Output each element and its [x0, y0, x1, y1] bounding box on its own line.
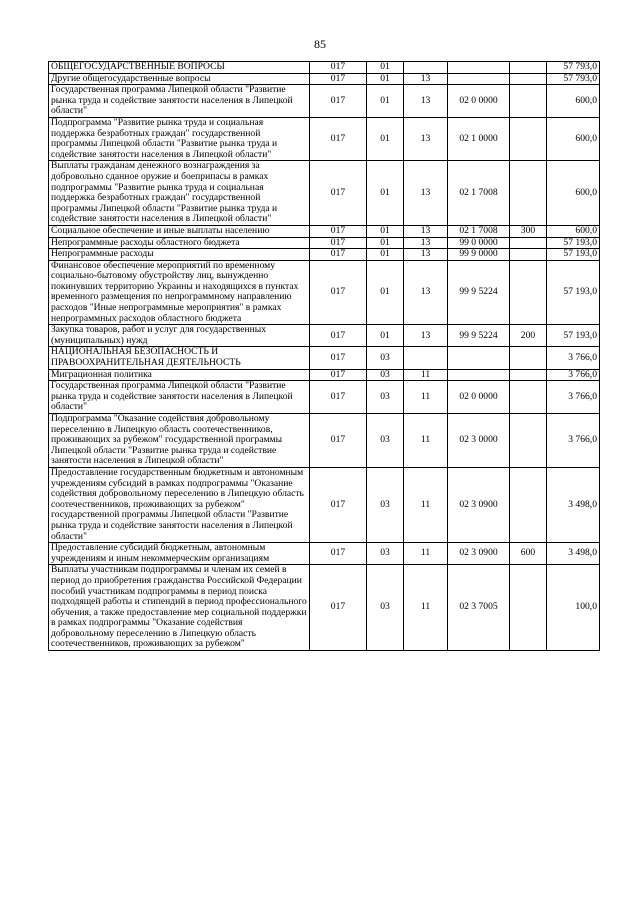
row-subsection-code [404, 62, 448, 74]
row-ved-code: 017 [310, 73, 367, 85]
row-name: Другие общегосударственные вопросы [49, 73, 310, 85]
table-row [49, 161, 600, 226]
row-expense-type-code [510, 565, 547, 651]
row-ved-code: 017 [310, 260, 367, 325]
row-name: Миграционная политика [49, 369, 310, 381]
row-ved-code: 017 [310, 85, 367, 118]
row-amount: 600,0 [547, 225, 600, 237]
row-expense-type-code: 600 [510, 543, 547, 565]
row-amount: 100,0 [547, 565, 600, 651]
table-row [49, 543, 600, 565]
row-section-code: 01 [367, 85, 404, 118]
row-ved-code: 017 [310, 62, 367, 74]
table-row [49, 369, 600, 381]
row-subsection-code: 11 [404, 414, 448, 468]
row-subsection-code: 11 [404, 543, 448, 565]
row-amount: 57 793,0 [547, 73, 600, 85]
row-name: Государственная программа Липецкой области "Развитие рынка труда и содействие занятости населения в Липецкой области" [49, 381, 310, 414]
row-expense-type-code: 200 [510, 325, 547, 347]
row-name: Выплаты участникам подпрограммы и членам их семей в период до приобретения гражданства Российской Федерации пособий участникам подпрограммы в период поиска подходящей работы и стипендий в период профессионального обучения, а также предоставление мер социальной поддержки в рамках подпрограммы "Оказание содействия добровольному переселению в Липецкую область соотечественников, проживающих за рубежом" [49, 565, 310, 651]
row-name: ОБЩЕГОСУДАРСТВЕННЫЕ ВОПРОСЫ [49, 62, 310, 74]
row-subsection-code [404, 347, 448, 369]
row-target-article-code: 02 3 0000 [448, 414, 510, 468]
row-expense-type-code [510, 85, 547, 118]
table-row [49, 565, 600, 651]
row-amount: 57 193,0 [547, 325, 600, 347]
table-row [49, 467, 600, 542]
row-subsection-code: 13 [404, 249, 448, 261]
row-target-article-code [448, 73, 510, 85]
row-expense-type-code [510, 117, 547, 160]
row-subsection-code: 13 [404, 325, 448, 347]
row-section-code: 03 [367, 467, 404, 542]
row-subsection-code: 13 [404, 237, 448, 249]
row-name: Подпрограмма "Оказание содействия добровольному переселению в Липецкую область соотечественников, проживающих за рубежом" государственной программы Липецкой области "Развитие рынка труда и содействие занятости населения в Липецкой области" [49, 414, 310, 468]
row-amount: 3 766,0 [547, 414, 600, 468]
row-amount: 3 498,0 [547, 543, 600, 565]
row-name: Социальное обеспечение и иные выплаты населению [49, 225, 310, 237]
row-subsection-code: 13 [404, 117, 448, 160]
row-expense-type-code [510, 347, 547, 369]
row-ved-code: 017 [310, 467, 367, 542]
row-section-code: 01 [367, 260, 404, 325]
row-section-code: 03 [367, 565, 404, 651]
row-subsection-code: 13 [404, 161, 448, 226]
row-target-article-code: 02 3 7005 [448, 565, 510, 651]
row-target-article-code [448, 62, 510, 74]
row-amount: 57 193,0 [547, 249, 600, 261]
row-name: НАЦИОНАЛЬНАЯ БЕЗОПАСНОСТЬ И ПРАВООХРАНИТЕЛЬНАЯ ДЕЯТЕЛЬНОСТЬ [49, 347, 310, 369]
row-target-article-code: 02 0 0000 [448, 85, 510, 118]
row-expense-type-code [510, 161, 547, 226]
row-amount: 57 193,0 [547, 237, 600, 249]
row-section-code: 01 [367, 62, 404, 74]
row-target-article-code: 99 9 5224 [448, 325, 510, 347]
row-expense-type-code [510, 62, 547, 74]
row-ved-code: 017 [310, 414, 367, 468]
row-target-article-code: 99 0 0000 [448, 237, 510, 249]
row-ved-code: 017 [310, 225, 367, 237]
table-row [49, 249, 600, 261]
row-section-code: 01 [367, 249, 404, 261]
row-name: Предоставление государственным бюджетным и автономным учреждениям субсидий в рамках подпрограммы "Оказание содействия добровольному переселению в Липецкую область соотечественников, проживающих за рубежом" государственной программы Липецкой области "Развитие рынка труда и содействие занятости населения в Липецкой области" [49, 467, 310, 542]
row-expense-type-code [510, 237, 547, 249]
table-row [49, 237, 600, 249]
page-number: 85 [314, 37, 326, 51]
row-expense-type-code [510, 369, 547, 381]
row-section-code: 01 [367, 237, 404, 249]
row-subsection-code: 11 [404, 381, 448, 414]
row-section-code: 01 [367, 161, 404, 226]
row-name: Непрограммные расходы областного бюджета [49, 237, 310, 249]
row-amount: 57 793,0 [547, 62, 600, 74]
row-section-code: 03 [367, 543, 404, 565]
row-amount: 57 193,0 [547, 260, 600, 325]
table-row [49, 381, 600, 414]
table-row [49, 117, 600, 160]
row-subsection-code: 13 [404, 225, 448, 237]
row-ved-code: 017 [310, 325, 367, 347]
row-amount: 3 498,0 [547, 467, 600, 542]
row-ved-code: 017 [310, 543, 367, 565]
row-subsection-code: 11 [404, 369, 448, 381]
row-target-article-code: 99 9 0000 [448, 249, 510, 261]
row-subsection-code: 11 [404, 467, 448, 542]
row-expense-type-code: 300 [510, 225, 547, 237]
row-target-article-code: 02 3 0900 [448, 543, 510, 565]
row-section-code: 01 [367, 117, 404, 160]
row-section-code: 03 [367, 381, 404, 414]
row-amount: 3 766,0 [547, 381, 600, 414]
row-ved-code: 017 [310, 369, 367, 381]
row-section-code: 03 [367, 369, 404, 381]
row-ved-code: 017 [310, 237, 367, 249]
row-ved-code: 017 [310, 117, 367, 160]
table-row [49, 325, 600, 347]
row-section-code: 01 [367, 225, 404, 237]
row-ved-code: 017 [310, 381, 367, 414]
row-section-code: 01 [367, 325, 404, 347]
row-ved-code: 017 [310, 249, 367, 261]
row-expense-type-code [510, 249, 547, 261]
row-section-code: 03 [367, 414, 404, 468]
row-target-article-code: 02 3 0900 [448, 467, 510, 542]
table-row [49, 347, 600, 369]
row-name: Государственная программа Липецкой области "Развитие рынка труда и содействие занятости населения в Липецкой области" [49, 85, 310, 118]
row-name: Непрограммные расходы [49, 249, 310, 261]
row-ved-code: 017 [310, 347, 367, 369]
table-row [49, 260, 600, 325]
row-name: Закупка товаров, работ и услуг для государственных (муниципальных) нужд [49, 325, 310, 347]
row-section-code: 03 [367, 347, 404, 369]
table-row [49, 225, 600, 237]
row-subsection-code: 13 [404, 260, 448, 325]
row-amount: 3 766,0 [547, 369, 600, 381]
row-amount: 600,0 [547, 161, 600, 226]
budget-table [48, 61, 600, 651]
row-ved-code: 017 [310, 161, 367, 226]
table-row [49, 414, 600, 468]
row-subsection-code: 13 [404, 73, 448, 85]
row-amount: 3 766,0 [547, 347, 600, 369]
row-name: Выплаты гражданам денежного вознаграждения за добровольно сданное оружие и боеприпасы в рамках подпрограммы "Развитие рынка труда и социальная поддержка безработных граждан" государственной программы Липецкой области "Развитие рынка труда и содействие занятости населения в Липецкой области" [49, 161, 310, 226]
row-expense-type-code [510, 467, 547, 542]
row-name: Предоставление субсидий бюджетным, автономным учреждениям и иным некоммерческим организациям [49, 543, 310, 565]
row-expense-type-code [510, 381, 547, 414]
row-target-article-code: 02 1 7008 [448, 161, 510, 226]
row-target-article-code: 02 1 7008 [448, 225, 510, 237]
row-name: Финансовое обеспечение мероприятий по временному социально-бытовому обустройству лиц, вынужденно покинувших территорию Украины и находящихся в пунктах временного размещения по непрограммному направлению расходов "Иные непрограммные мероприятия" в рамках непрограммных расходов областного бюджета [49, 260, 310, 325]
row-amount: 600,0 [547, 117, 600, 160]
row-target-article-code: 02 1 0000 [448, 117, 510, 160]
row-target-article-code: 02 0 0000 [448, 381, 510, 414]
row-name: Подпрограмма "Развитие рынка труда и социальная поддержка безработных граждан" государственной программы Липецкой области "Развитие рынка труда и содействие занятости населения в Липецкой области" [49, 117, 310, 160]
row-expense-type-code [510, 414, 547, 468]
row-expense-type-code [510, 260, 547, 325]
table-row [49, 62, 600, 74]
row-subsection-code: 13 [404, 85, 448, 118]
row-amount: 600,0 [547, 85, 600, 118]
table-row [49, 73, 600, 85]
row-target-article-code [448, 369, 510, 381]
row-subsection-code: 11 [404, 565, 448, 651]
row-target-article-code: 99 9 5224 [448, 260, 510, 325]
row-section-code: 01 [367, 73, 404, 85]
row-expense-type-code [510, 73, 547, 85]
budget-table-body [49, 62, 600, 651]
table-row [49, 85, 600, 118]
row-target-article-code [448, 347, 510, 369]
row-ved-code: 017 [310, 565, 367, 651]
